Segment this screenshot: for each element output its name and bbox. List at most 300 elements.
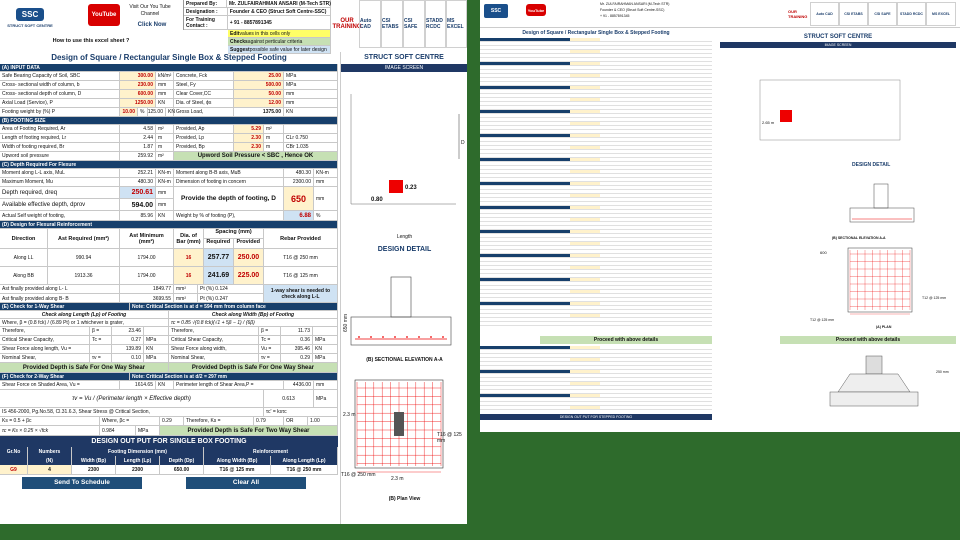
input-value-1[interactable]: 230.00 bbox=[120, 81, 156, 89]
mini-row-value-a26 bbox=[570, 142, 600, 145]
mini-row-rest-a21 bbox=[600, 122, 712, 125]
mini-row-label-a11 bbox=[480, 82, 570, 85]
mini-row-label-a24 bbox=[480, 134, 570, 137]
mini-row-rest-a9 bbox=[600, 74, 712, 77]
mini-row-label-a58 bbox=[480, 270, 570, 273]
mini-row-label-a64 bbox=[480, 294, 570, 297]
depth-d-label: D bbox=[461, 140, 465, 146]
twoway-tv-formula: τv = Vu / (Perimeter length × Effective depth) bbox=[0, 390, 264, 407]
reinf-col-spacing: Spacing (mm) bbox=[204, 229, 263, 239]
right-design-detail: DESIGN DETAIL bbox=[852, 162, 891, 168]
oneway-label-1: Critical Shear Capacity, bbox=[0, 336, 90, 344]
table-row bbox=[0, 134, 338, 143]
mini-row-rest-a24 bbox=[600, 134, 712, 137]
depth-required-value: 250.61 bbox=[120, 187, 156, 198]
input-label2-4: Gross Load, bbox=[174, 108, 234, 116]
mini-row-value-b3 bbox=[570, 358, 600, 361]
mini-row-rest-a1 bbox=[600, 42, 712, 45]
mini-row-label-a13 bbox=[480, 90, 570, 93]
legend-checks-word: Checks bbox=[230, 38, 248, 45]
oneway-label-0: Therefore, bbox=[0, 327, 90, 335]
size-label-2: Width of footing required, Br bbox=[0, 143, 120, 151]
mini-row-label-a56 bbox=[480, 262, 570, 265]
mini-row-value-a33 bbox=[570, 170, 600, 173]
mini-row-value-a52 bbox=[570, 246, 600, 249]
actual-self-weight-label: Actual Self weight of footing, bbox=[0, 211, 120, 220]
mini-row-value-a47 bbox=[570, 226, 600, 229]
clear-all-button[interactable]: Clear All bbox=[186, 477, 306, 489]
oneway-sym-2 bbox=[90, 345, 112, 353]
size-value2-1[interactable]: 2.30 bbox=[234, 134, 264, 142]
input-value2-4: 1375.00 bbox=[234, 108, 284, 116]
oneway-value2-0: 11.73 bbox=[281, 327, 313, 335]
mini-row-rest-b0 bbox=[600, 346, 712, 349]
reinf-required-1: 1913.36 bbox=[48, 267, 120, 284]
mini-row-value-a40 bbox=[570, 198, 600, 201]
tool-autocad[interactable]: Auto CAD bbox=[359, 0, 381, 48]
mini-row-rest-a42 bbox=[600, 206, 712, 209]
mini-row-label-a47 bbox=[480, 226, 570, 229]
right-section-title: (B) SECTIONAL ELEVATION A-A bbox=[832, 236, 886, 240]
flex-label2-0: Moment along B-B axis, MuB bbox=[174, 169, 284, 177]
mini-row-rest-b7 bbox=[600, 374, 712, 377]
mini-row-value-a50 bbox=[570, 238, 600, 241]
mini-row-label-a30 bbox=[480, 158, 570, 161]
mini-row-rest-b4 bbox=[600, 362, 712, 365]
oneway-width-heading: Check along Width (Bp) of Footing bbox=[169, 311, 338, 318]
size-check-1: CLr 0.750 bbox=[284, 134, 338, 142]
mini-row-value-a51 bbox=[570, 242, 600, 245]
output-sub-length: Length (Lp) bbox=[116, 456, 160, 465]
oneway-safe-width: Provided Depth is Safe For One Way Shear bbox=[169, 363, 338, 372]
mini-row-value-b7 bbox=[570, 374, 600, 377]
mini-row-value-a38 bbox=[570, 190, 600, 193]
right-plan-drawing bbox=[840, 244, 920, 318]
twoway-perimeter-unit: mm bbox=[314, 381, 338, 389]
mini-row-value-a43 bbox=[570, 210, 600, 213]
mini-row-rest-a10 bbox=[600, 78, 712, 81]
mini-row-rest-a44 bbox=[600, 214, 712, 217]
oneway-unit2-2: KN bbox=[313, 345, 338, 353]
mini-row-value-a5 bbox=[570, 58, 600, 61]
mini-row-label-a4 bbox=[480, 54, 570, 57]
mini-row-rest-a71 bbox=[600, 322, 712, 325]
mini-row-label-a2 bbox=[480, 46, 570, 49]
input-value-0[interactable]: 300.00 bbox=[120, 72, 156, 80]
mini-row-value-a44 bbox=[570, 214, 600, 217]
mini-row-rest-a62 bbox=[600, 286, 712, 289]
input-unit-1: mm bbox=[156, 81, 174, 89]
tool-rcdc-small[interactable]: STADD RCDC bbox=[897, 2, 926, 26]
reinf-direction-0: Along LL bbox=[0, 249, 48, 266]
right-rebar2: T12 @ 125 mm bbox=[810, 318, 835, 322]
mini-row-label-a68 bbox=[480, 310, 570, 313]
oneway-rows bbox=[0, 327, 338, 363]
mini-row-rest-a54 bbox=[600, 254, 712, 257]
mini-row-value-a13 bbox=[570, 90, 600, 93]
mini-row-label-a21 bbox=[480, 122, 570, 125]
length-label: Length bbox=[396, 234, 413, 240]
mini-row-value-a37 bbox=[570, 186, 600, 189]
designation-label: Designation : bbox=[184, 8, 228, 15]
input-unit-4: % bbox=[138, 108, 148, 116]
reinf-direction-1: Along BB bbox=[0, 267, 48, 284]
plan-rebar-bottom: T16 @ 250 mm bbox=[341, 472, 376, 478]
mini-row-value-b9 bbox=[570, 382, 600, 385]
mini-row-rest-a20 bbox=[600, 118, 712, 121]
proceed-banner-left: Proceed with above details bbox=[540, 336, 712, 344]
mini-row-label-a19 bbox=[480, 114, 570, 117]
mini-row-rest-a58 bbox=[600, 270, 712, 273]
mini-row-value-a29 bbox=[570, 154, 600, 157]
mini-row-label-a35 bbox=[480, 178, 570, 181]
youtube-visit-text: Visit Our You Tube Channel bbox=[129, 4, 171, 17]
oneway-unit-2: KN bbox=[144, 345, 169, 353]
mini-row-label-b7 bbox=[480, 374, 570, 377]
section-flexure-heading: (C) Depth Required For Flexure bbox=[0, 161, 338, 168]
input-value2-3[interactable]: 12.00 bbox=[234, 99, 284, 107]
mini-row-rest-a8 bbox=[600, 70, 712, 73]
prepared-small: Mr. ZULFAIRAHMAN ANSARI (M-Tech STR) bbox=[600, 2, 670, 6]
mini-row-label-a60 bbox=[480, 278, 570, 281]
input-label-2: Cross- sectional depth of column, D bbox=[0, 90, 120, 98]
input-value-2[interactable]: 600.00 bbox=[120, 90, 156, 98]
flex-label2-1: Dimension of footing in concern bbox=[174, 178, 284, 186]
size-unit-1: m bbox=[156, 134, 174, 142]
provide-depth-unit: mm bbox=[314, 187, 338, 210]
table-row bbox=[0, 108, 338, 117]
oneway-sym-3: τv = bbox=[90, 354, 112, 362]
training-text: TRAINING bbox=[332, 24, 362, 30]
mini-row-value-a45 bbox=[570, 218, 600, 221]
mini-row-label-a9 bbox=[480, 74, 570, 77]
mini-row-rest-a6 bbox=[600, 62, 712, 65]
output-col-group: Gr.No bbox=[0, 447, 28, 456]
section-title: (B) SECTIONAL ELEVATION A-A bbox=[366, 357, 443, 363]
mini-row-label-a38 bbox=[480, 190, 570, 193]
legend-checks-text: against perticular criteria bbox=[247, 38, 303, 45]
mini-row-rest-a50 bbox=[600, 238, 712, 241]
provide-depth-input[interactable]: 650 bbox=[284, 187, 314, 210]
oneway-note: Note: Critical Section is at d = 594 mm from column face bbox=[130, 303, 338, 310]
table-row bbox=[480, 322, 712, 326]
mini-row-label-a53 bbox=[480, 250, 570, 253]
output-sub-width: Width (Bp) bbox=[72, 456, 116, 465]
mini-row-value-a54 bbox=[570, 254, 600, 257]
mini-row-label-a29 bbox=[480, 154, 570, 157]
mini-row-label-a36 bbox=[480, 182, 570, 185]
mini-row-rest-b11 bbox=[600, 390, 712, 393]
mini-row-value-a70 bbox=[570, 318, 600, 321]
mini-row-rest-b13 bbox=[600, 398, 712, 401]
mini-row-label-b13 bbox=[480, 398, 570, 401]
image-screen-label: IMAGE SCREEN bbox=[341, 64, 467, 72]
contact-small: + 91 - 8857891345 bbox=[600, 14, 630, 18]
mini-row-label-a32 bbox=[480, 166, 570, 169]
ks-formula: Ks = 0.5 + βc bbox=[0, 417, 100, 425]
table-row bbox=[0, 99, 338, 108]
reinf-min-1: 1794.00 bbox=[120, 267, 174, 284]
mini-row-value-a8 bbox=[570, 70, 600, 73]
output-sub-along-width: Along Width (Bp) bbox=[204, 456, 271, 465]
input-unit2-3: mm bbox=[284, 99, 338, 107]
mini-row-value-a68 bbox=[570, 310, 600, 313]
oneway-unit-0 bbox=[144, 327, 169, 335]
mini-row-label-a27 bbox=[480, 146, 570, 149]
right-stepped-section bbox=[810, 352, 950, 422]
oneway-sym-1: Tc = bbox=[90, 336, 112, 344]
input-label2-1: Steel, Fy bbox=[174, 81, 234, 89]
mini-row-rest-b1 bbox=[600, 350, 712, 353]
mini-row-value-b6 bbox=[570, 370, 600, 373]
youtube-icon-small[interactable]: YouTube bbox=[526, 4, 546, 16]
reinf-dia-0[interactable]: 16 bbox=[174, 249, 204, 266]
mini-row-value-b0 bbox=[570, 346, 600, 349]
mini-row-rest-a26 bbox=[600, 142, 712, 145]
mini-row-rest-a33 bbox=[600, 170, 712, 173]
send-to-schedule-button[interactable]: Send To Schedule bbox=[22, 477, 142, 489]
right-output-heading: DESIGN OUT PUT FOR STEPPED FOOTING bbox=[480, 414, 712, 420]
reinf-col-ast-required: Ast Required (mm²) bbox=[48, 229, 120, 248]
mini-row-rest-a56 bbox=[600, 262, 712, 265]
ks-value: 0.79 bbox=[254, 417, 284, 425]
reinf-col-ast-min: Ast Minimum (mm²) bbox=[120, 229, 174, 248]
mini-row-value-a57 bbox=[570, 266, 600, 269]
input-label-4: Footing weight by (%) P bbox=[0, 108, 120, 116]
mini-row-value-a56 bbox=[570, 262, 600, 265]
oneway-sym-0: β = bbox=[90, 327, 112, 335]
size-value-0: 4.58 bbox=[120, 125, 156, 133]
mini-row-rest-a66 bbox=[600, 302, 712, 305]
flex-value-0: 252.21 bbox=[120, 169, 156, 177]
tool-safe-small[interactable]: CSI SAFE bbox=[868, 2, 897, 26]
section-twoway-heading: (F) Check for 2-Way Shear bbox=[0, 373, 130, 380]
mini-row-label-a54 bbox=[480, 254, 570, 257]
mini-row-value-a48 bbox=[570, 230, 600, 233]
mini-row-rest-a29 bbox=[600, 154, 712, 157]
size-label-0: Area of Footing Required, Ar bbox=[0, 125, 120, 133]
output-numbers[interactable]: 4 bbox=[28, 465, 72, 474]
mini-row-value-a0 bbox=[570, 38, 600, 41]
mini-row-rest-a31 bbox=[600, 162, 712, 165]
mini-row-rest-a4 bbox=[600, 54, 712, 57]
table-row bbox=[0, 267, 338, 285]
upward-pressure-unit: m² bbox=[156, 152, 174, 160]
mini-row-value-b11 bbox=[570, 390, 600, 393]
input-unit2-4: KN bbox=[284, 108, 338, 116]
mini-row-label-b15 bbox=[480, 406, 570, 409]
mini-row-label-b2 bbox=[480, 354, 570, 357]
mini-row-value-b12 bbox=[570, 394, 600, 397]
input-label-0: Safe Bearing Capacity of Soil, SBC bbox=[0, 72, 120, 80]
mini-row-rest-a18 bbox=[600, 110, 712, 113]
legend-edit-word: Edit bbox=[230, 30, 240, 37]
right-brand: STRUCT SOFT CENTRE bbox=[803, 34, 873, 40]
right-title: Design of Square / Rectangular Single Box & Stepped Footing bbox=[522, 30, 670, 36]
mini-row-rest-a2 bbox=[600, 46, 712, 49]
mini-row-rest-a7 bbox=[600, 66, 712, 69]
input-label2-0: Concrete, Fck bbox=[174, 72, 234, 80]
reinf-spacing-provided-1[interactable]: 225.00 bbox=[234, 267, 264, 284]
table-row bbox=[0, 345, 338, 354]
oneway-value-0: 23.46 bbox=[112, 327, 144, 335]
mini-row-label-a65 bbox=[480, 298, 570, 301]
twoway-tv-value: 0.613 bbox=[264, 390, 314, 407]
twoway-perimeter-value: 4436.00 bbox=[284, 381, 314, 389]
tool-excel-small[interactable]: MS EXCEL bbox=[926, 2, 956, 26]
reinf-min-0: 1794.00 bbox=[120, 249, 174, 266]
mini-row-label-a51 bbox=[480, 242, 570, 245]
size-unit2-0: m² bbox=[264, 125, 284, 133]
plan-view-drawing bbox=[341, 372, 468, 482]
oneway-label2-0: Therefore, bbox=[169, 327, 259, 335]
flex-unit2-0: KN-m bbox=[314, 169, 338, 177]
mini-row-value-a14 bbox=[570, 94, 600, 97]
section-oneway-heading: (E) Check for 1-Way Shear bbox=[0, 303, 130, 310]
reinf-required-0: 990.94 bbox=[48, 249, 120, 266]
training-text-small: TRAINING bbox=[788, 14, 808, 19]
tool-etabs-small[interactable]: CSI ETABS bbox=[839, 2, 868, 26]
ks-one: 1.00 bbox=[308, 417, 338, 425]
oneway-value-3: 0.10 bbox=[112, 354, 144, 362]
provide-depth-label: Provide the depth of footing, D bbox=[174, 187, 284, 210]
mini-row-label-a22 bbox=[480, 126, 570, 129]
tool-rcdc[interactable]: STADD RCDC bbox=[425, 0, 446, 48]
input-value-3[interactable]: 1250.00 bbox=[120, 99, 156, 107]
size-label-1: Length of footing required, Lr bbox=[0, 134, 120, 142]
right-footing-sketch bbox=[720, 50, 956, 150]
table-row bbox=[0, 169, 338, 178]
mini-row-label-a33 bbox=[480, 170, 570, 173]
mini-row-rest-a23 bbox=[600, 130, 712, 133]
input-unit-3: KN bbox=[156, 99, 174, 107]
mini-row-value-a12 bbox=[570, 86, 600, 89]
actual-self-weight-unit: KN bbox=[156, 211, 174, 220]
mini-row-value-a46 bbox=[570, 222, 600, 225]
reinf-col-dia: Dia. of Bar (mm) bbox=[174, 229, 204, 248]
mini-row-rest-b9 bbox=[600, 382, 712, 385]
ks-where: Where, βc = bbox=[100, 417, 160, 425]
mini-row-label-a34 bbox=[480, 174, 570, 177]
reinforcement-rows bbox=[0, 249, 338, 285]
our-training-label bbox=[332, 0, 362, 48]
size-value2-2[interactable]: 2.30 bbox=[234, 143, 264, 151]
mini-row-rest-a60 bbox=[600, 278, 712, 281]
oneway-unit2-1: MPa bbox=[313, 336, 338, 344]
mini-row-value-a28 bbox=[570, 150, 600, 153]
depth-required-label: Depth required, dreq bbox=[0, 187, 120, 198]
mini-row-value-a42 bbox=[570, 206, 600, 209]
flex-label-0: Moment along L-L axis, MuL bbox=[0, 169, 120, 177]
reinf-col-rebar: Rebar Provided bbox=[264, 229, 338, 248]
mini-row-value-b4 bbox=[570, 362, 600, 365]
mini-row-label-a16 bbox=[480, 102, 570, 105]
mini-row-value-b15 bbox=[570, 406, 600, 409]
upward-pressure-value: 259.92 bbox=[120, 152, 156, 160]
table-row bbox=[0, 81, 338, 90]
plan-dim-horizontal: 2.3 m bbox=[391, 476, 404, 482]
section-depth-dim: 650 mm bbox=[343, 313, 350, 333]
mini-row-rest-a40 bbox=[600, 198, 712, 201]
ast-final-ll-unit: mm² bbox=[174, 285, 198, 293]
click-now-link[interactable]: Click Now bbox=[137, 22, 167, 28]
ssc-logo bbox=[2, 2, 58, 34]
reinf-dia-1[interactable]: 16 bbox=[174, 267, 204, 284]
input-value2-2[interactable]: 50.00 bbox=[234, 90, 284, 98]
mini-row-value-a23 bbox=[570, 130, 600, 133]
tool-autocad-small[interactable]: Auto CAD bbox=[810, 2, 839, 26]
output-group: G9 bbox=[0, 465, 28, 474]
input-value2-0[interactable]: 25.00 bbox=[234, 72, 284, 80]
twoway-tv-unit: MPa bbox=[314, 390, 338, 407]
mini-row-value-a16 bbox=[570, 102, 600, 105]
tool-excel[interactable]: MS EXCEL bbox=[446, 0, 467, 48]
mini-row-label-a69 bbox=[480, 314, 570, 317]
output-sub-along-length: Along Length (Lp) bbox=[271, 456, 338, 465]
oneway-value2-2: 395.46 bbox=[281, 345, 313, 353]
mini-row-rest-a13 bbox=[600, 90, 712, 93]
designation-small: Founder & CEO (Struct Soft Centre-SSC) bbox=[600, 8, 665, 12]
mini-row-label-a71 bbox=[480, 322, 570, 325]
mini-row-label-a62 bbox=[480, 286, 570, 289]
mini-row-label-a0 bbox=[480, 38, 570, 41]
tool-safe[interactable]: CSI SAFE bbox=[403, 0, 425, 48]
input-value2-1[interactable]: 500.00 bbox=[234, 81, 284, 89]
depth-required-unit: mm bbox=[156, 187, 174, 198]
mini-row-rest-a15 bbox=[600, 98, 712, 101]
reinf-spacing-required-1: 241.69 bbox=[204, 267, 234, 284]
mini-row-rest-a46 bbox=[600, 222, 712, 225]
table-row bbox=[0, 178, 338, 187]
twoway-perimeter-label: Perimeter length of Shear Area,P = bbox=[174, 381, 284, 389]
mini-row-value-a39 bbox=[570, 194, 600, 197]
input-value-4[interactable]: 10.00 bbox=[120, 108, 138, 116]
mini-row-value-a34 bbox=[570, 174, 600, 177]
mini-row-rest-b6 bbox=[600, 370, 712, 373]
right-dim1: 2.65 m bbox=[762, 120, 775, 125]
mini-row-rest-b14 bbox=[600, 402, 712, 405]
mini-row-rest-a64 bbox=[600, 294, 712, 297]
mini-row-label-b0 bbox=[480, 346, 570, 349]
how-to-use-link[interactable]: How to use this excel sheet ? bbox=[52, 38, 130, 44]
input-unit-2: mm bbox=[156, 90, 174, 98]
mini-row-rest-a69 bbox=[600, 314, 712, 317]
youtube-icon[interactable]: YouTube bbox=[88, 4, 120, 26]
oneway-value-1: 0.27 bbox=[112, 336, 144, 344]
oneway-where: Where, β = (0.8 fck) / (6.89 Pt) or 1 whichever is grater, bbox=[0, 319, 169, 326]
mini-row-rest-a11 bbox=[600, 82, 712, 85]
weight-percent-value: 6.88 bbox=[284, 211, 314, 220]
mini-row-value-a2 bbox=[570, 46, 600, 49]
reinf-spacing-provided-0[interactable]: 250.00 bbox=[234, 249, 264, 266]
mini-row-value-a55 bbox=[570, 258, 600, 261]
legend-edit-text: values in this cells only bbox=[239, 30, 291, 37]
ks-beta-c: 0.29 bbox=[160, 417, 184, 425]
oneway-sym2-2: Vu = bbox=[259, 345, 281, 353]
ssc-logo-mark: SSC bbox=[16, 8, 44, 21]
mini-row-rest-b2 bbox=[600, 354, 712, 357]
mini-row-rest-a41 bbox=[600, 202, 712, 205]
tool-etabs[interactable]: CSI ETABS bbox=[381, 0, 403, 48]
proceed-banner-right: Proceed with above details bbox=[780, 336, 956, 344]
size-check-2: CBr 1.035 bbox=[284, 143, 338, 151]
mini-row-rest-a67 bbox=[600, 306, 712, 309]
size-value-1: 2.44 bbox=[120, 134, 156, 142]
size-value2-0[interactable]: 5.29 bbox=[234, 125, 264, 133]
size-unit-2: m bbox=[156, 143, 174, 151]
reinf-spacing-required-0: 257.77 bbox=[204, 249, 234, 266]
oneway-sym2-0: β = bbox=[259, 327, 281, 335]
